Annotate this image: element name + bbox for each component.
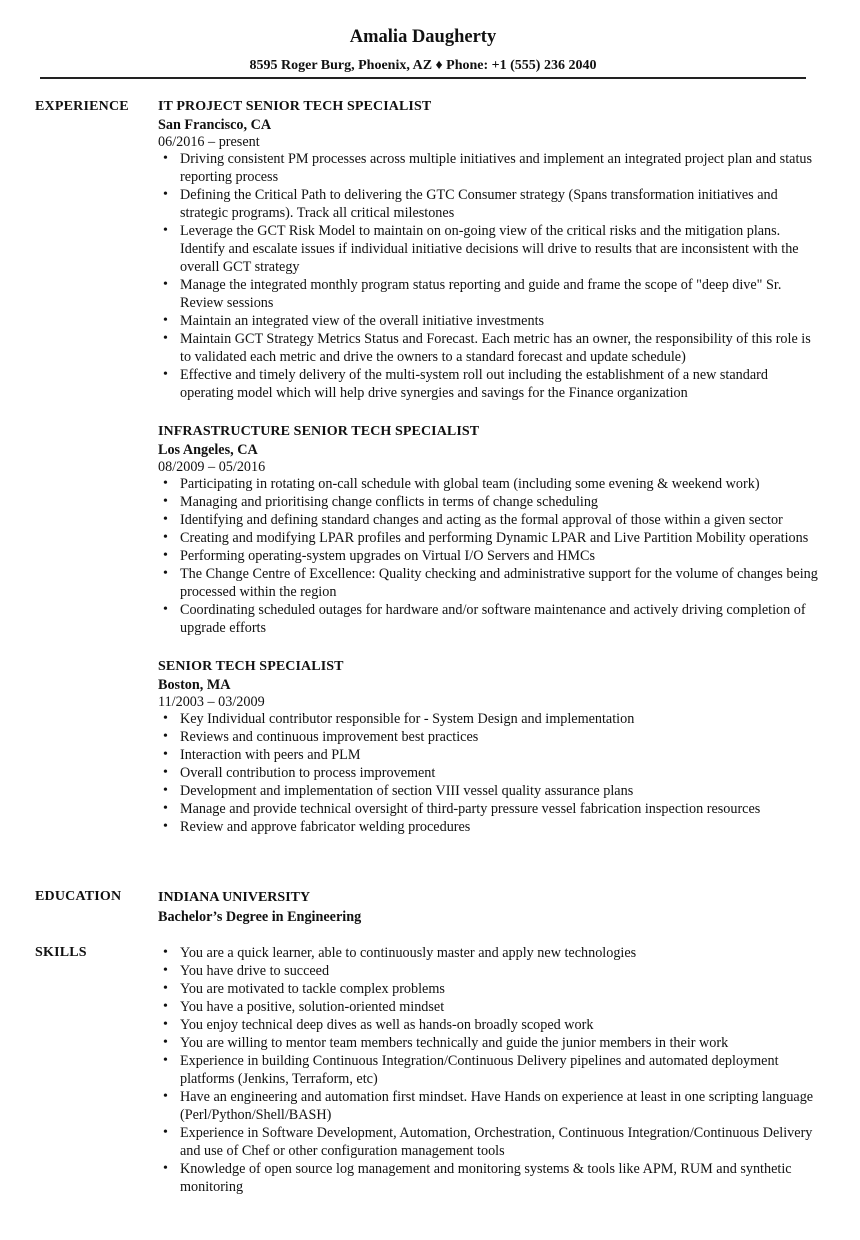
skill-item: • You are a quick learner, able to continuously master and apply new technologies	[158, 944, 818, 962]
degree: Bachelor’s Degree in Engineering	[158, 909, 362, 925]
bullet-item: • Identifying and defining standard changes and acting as the formal approval of those within a given sector	[158, 511, 818, 529]
skill-item: • You are motivated to tackle complex problems	[158, 980, 818, 998]
job-title: INFRASTRUCTURE SENIOR TECH SPECIALIST	[158, 424, 480, 439]
bullet-item: • Review and approve fabricator welding procedures	[158, 818, 818, 836]
job-entry	[158, 98, 818, 402]
job-bullets	[158, 150, 818, 402]
job-entry	[158, 423, 818, 637]
school-name: INDIANA UNIVERSITY	[158, 890, 311, 905]
skill-item: • Experience in building Continuous Integration/Continuous Delivery pipelines and automated deployment platforms (Jenkins, Terraform, etc)	[158, 1052, 818, 1088]
skill-item: • Knowledge of open source log management and monitoring systems & tools like APM, RUM and synthetic monitoring	[158, 1160, 818, 1196]
skill-item: • You have drive to succeed	[158, 962, 818, 980]
job-bullets	[158, 475, 818, 637]
header-divider	[40, 77, 806, 79]
bullet-item: • Interaction with peers and PLM	[158, 746, 818, 764]
skills-bullets	[158, 944, 818, 1196]
section-label-experience: EXPERIENCE	[35, 99, 129, 114]
job-dates: 08/2009 – 05/2016	[158, 459, 266, 475]
job-dates: 11/2003 – 03/2009	[158, 694, 265, 710]
skill-item: • You have a positive, solution-oriented mindset	[158, 998, 818, 1016]
bullet-item: • Leverage the GCT Risk Model to maintain on on-going view of the critical risks and the mitigation plans. Identify and escalate issues if individual initiative decisions will drive to results that are inconsistent with the overall GCT strategy	[158, 222, 818, 276]
skill-item: • Experience in Software Development, Automation, Orchestration, Continuous Integration/Continuous Delivery and use of Chef or other configuration management tools	[158, 1124, 818, 1160]
bullet-item: • Manage the integrated monthly program status reporting and guide and frame the scope of "deep dive" Sr. Review sessions	[158, 276, 818, 312]
contact-line: 8595 Roger Burg, Phoenix, AZ ♦ Phone: +1 (555) 236 2040	[249, 58, 597, 73]
skills-list	[158, 944, 818, 1196]
job-location: San Francisco, CA	[158, 117, 272, 133]
bullet-item: • Development and implementation of section VIII vessel quality assurance plans	[158, 782, 818, 800]
job-entry	[158, 658, 818, 836]
bullet-item: • Creating and modifying LPAR profiles and performing Dynamic LPAR and Live Partition Mobility operations	[158, 529, 818, 547]
job-bullets	[158, 710, 818, 836]
bullet-item: • The Change Centre of Excellence: Quality checking and administrative support for the volume of changes being processed within the region	[158, 565, 818, 601]
bullet-item: • Performing operating-system upgrades on Virtual I/O Servers and HMCs	[158, 547, 818, 565]
resume-header	[40, 25, 806, 75]
bullet-item: • Defining the Critical Path to delivering the GTC Consumer strategy (Spans transformation initiatives and strategic programs). Track all critical milestones	[158, 186, 818, 222]
bullet-item: • Maintain GCT Strategy Metrics Status and Forecast. Each metric has an owner, the responsibility of this role is to validated each metric and drive the owners to a standard forecast and update schedule)	[158, 330, 818, 366]
section-label-education: EDUCATION	[35, 889, 122, 904]
job-title: SENIOR TECH SPECIALIST	[158, 659, 344, 674]
skill-item: • You are willing to mentor team members technically and guide the junior members in their work	[158, 1034, 818, 1052]
skill-item: • Have an engineering and automation first mindset. Have Hands on experience at least in one scripting language (Perl/Python/Shell/BASH)	[158, 1088, 818, 1124]
job-title: IT PROJECT SENIOR TECH SPECIALIST	[158, 99, 432, 114]
candidate-name: Amalia Daugherty	[349, 27, 497, 47]
bullet-item: • Coordinating scheduled outages for hardware and/or software maintenance and actively driving completion of upgrade efforts	[158, 601, 818, 637]
bullet-item: • Reviews and continuous improvement best practices	[158, 728, 818, 746]
job-dates: 06/2016 – present	[158, 134, 260, 150]
job-location: Boston, MA	[158, 677, 231, 693]
bullet-item: • Managing and prioritising change conflicts in terms of change scheduling	[158, 493, 818, 511]
job-location: Los Angeles, CA	[158, 442, 258, 458]
bullet-item: • Overall contribution to process improvement	[158, 764, 818, 782]
section-label-skills: SKILLS	[35, 945, 87, 960]
bullet-item: • Effective and timely delivery of the multi-system roll out including the establishment of a new standard operating model which will help drive synergies and savings for the Finance organization	[158, 366, 818, 402]
bullet-item: • Participating in rotating on-call schedule with global team (including some evening & weekend work)	[158, 475, 818, 493]
skill-item: • You enjoy technical deep dives as well as hands-on broadly scoped work	[158, 1016, 818, 1034]
bullet-item: • Key Individual contributor responsible for - System Design and implementation	[158, 710, 818, 728]
bullet-item: • Manage and provide technical oversight of third-party pressure vessel fabrication inspection resources	[158, 800, 818, 818]
bullet-item: • Maintain an integrated view of the overall initiative investments	[158, 312, 818, 330]
experience-list	[158, 98, 818, 857]
bullet-item: • Driving consistent PM processes across multiple initiatives and implement an integrated project plan and status reporting process	[158, 150, 818, 186]
education-entry	[158, 888, 818, 926]
